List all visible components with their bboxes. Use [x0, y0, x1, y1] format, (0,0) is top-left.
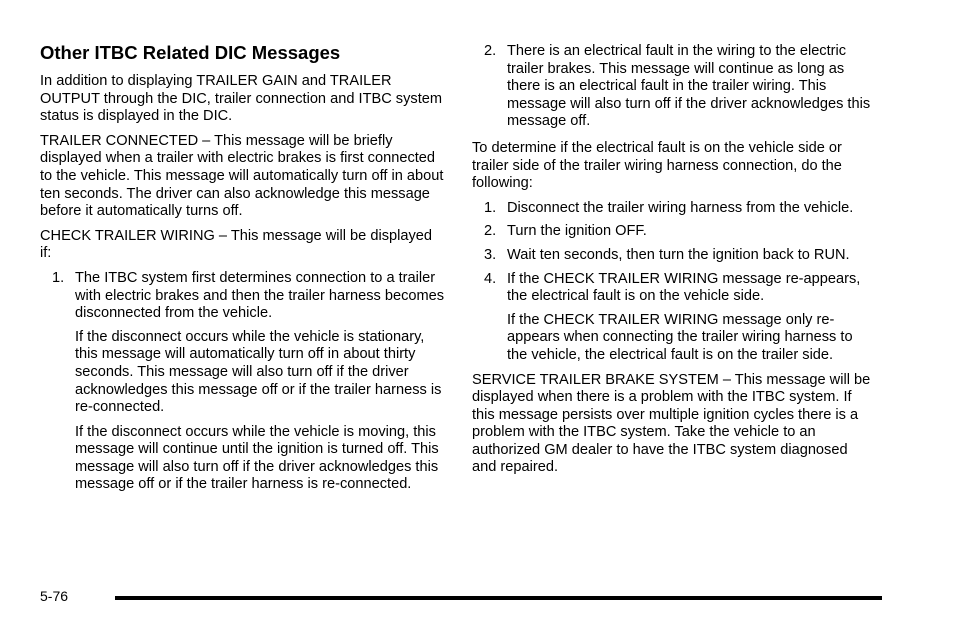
list-item-number: 2. — [484, 43, 497, 59]
list-item-number: 2. — [484, 223, 497, 240]
section-heading: Other ITBC Related DIC Messages — [40, 42, 341, 63]
trailer-side-paragraph: If the CHECK TRAILER WIRING message only re-appears when connecting the trailer wiring harness to the vehicle, the electrical fault is on the trailer side. — [507, 311, 853, 363]
right-column — [472, 43, 874, 484]
list-item-number: 1. — [52, 269, 65, 286]
list-item — [40, 270, 446, 494]
page-number: 5-76 — [40, 588, 69, 604]
left-column — [40, 42, 446, 501]
list-item-text: If the CHECK TRAILER WIRING message re-appears, the electrical fault is on the vehicle side. — [507, 270, 861, 305]
list-item-number: 1. — [484, 199, 497, 216]
list-item — [472, 271, 874, 365]
list-item-text: The ITBC system first determines connection to a trailer with electric brakes and then the trailer harness becomes disconnected from the vehicle. — [75, 269, 445, 322]
stationary-disconnect-paragraph: If the disconnect occurs while the vehicle is stationary, this message will automatically turn off in about thirty seconds. This message will also turn off if the driver acknowledges this message off or if the trailer harness is re-connected. — [75, 328, 442, 416]
check-trailer-wiring-paragraph: CHECK TRAILER WIRING – This message will be displayed if: — [40, 227, 433, 262]
list-item — [472, 200, 874, 218]
fault-diagnosis-steps — [472, 200, 874, 365]
determine-fault-paragraph: To determine if the electrical fault is on the vehicle side or trailer side of the trailer wiring harness connection, do the following: — [472, 139, 842, 192]
list-item-number: 3. — [484, 246, 497, 263]
list-item — [472, 223, 874, 241]
moving-disconnect-paragraph: If the disconnect occurs while the vehicle is moving, this message will continue until the ignition is turned off. This message will also turn off if the driver acknowledges this message off or if the trailer harness is re-connected. — [75, 423, 439, 493]
list-item-text: There is an electrical fault in the wiring to the electric trailer brakes. This message will continue as long as there is an electrical fault in the trailer wiring. This message will also turn off if the driver acknowledges this message off. — [507, 43, 871, 130]
list-item-text: Wait ten seconds, then turn the ignition back to RUN. — [507, 246, 850, 263]
list-item-text: Disconnect the trailer wiring harness from the vehicle. — [507, 199, 854, 216]
check-wiring-conditions-list — [40, 270, 446, 494]
list-item-text: Turn the ignition OFF. — [507, 223, 647, 240]
check-wiring-conditions-list-continued — [472, 43, 874, 131]
service-trailer-brake-paragraph: SERVICE TRAILER BRAKE SYSTEM – This message will be displayed when there is a problem with the ITBC system. If this message persists over multiple ignition cycles there is a problem with the ITBC system. Take the vehicle to an authorized GM dealer to have the ITBC system diagnosed and repaired. — [472, 371, 871, 476]
footer-rule — [115, 596, 882, 600]
list-item-number: 4. — [484, 270, 497, 287]
list-item — [472, 43, 874, 131]
list-item — [472, 247, 874, 265]
trailer-connected-paragraph: TRAILER CONNECTED – This message will be briefly displayed when a trailer with electric brakes is first connected to the vehicle. This message will automatically turn off in about ten seconds. The driver can also acknowledge this message before it automatically turns off. — [40, 132, 444, 220]
intro-paragraph: In addition to displaying TRAILER GAIN and TRAILER OUTPUT through the DIC, trailer connection and ITBC system status is displayed in the DIC. — [40, 73, 443, 125]
